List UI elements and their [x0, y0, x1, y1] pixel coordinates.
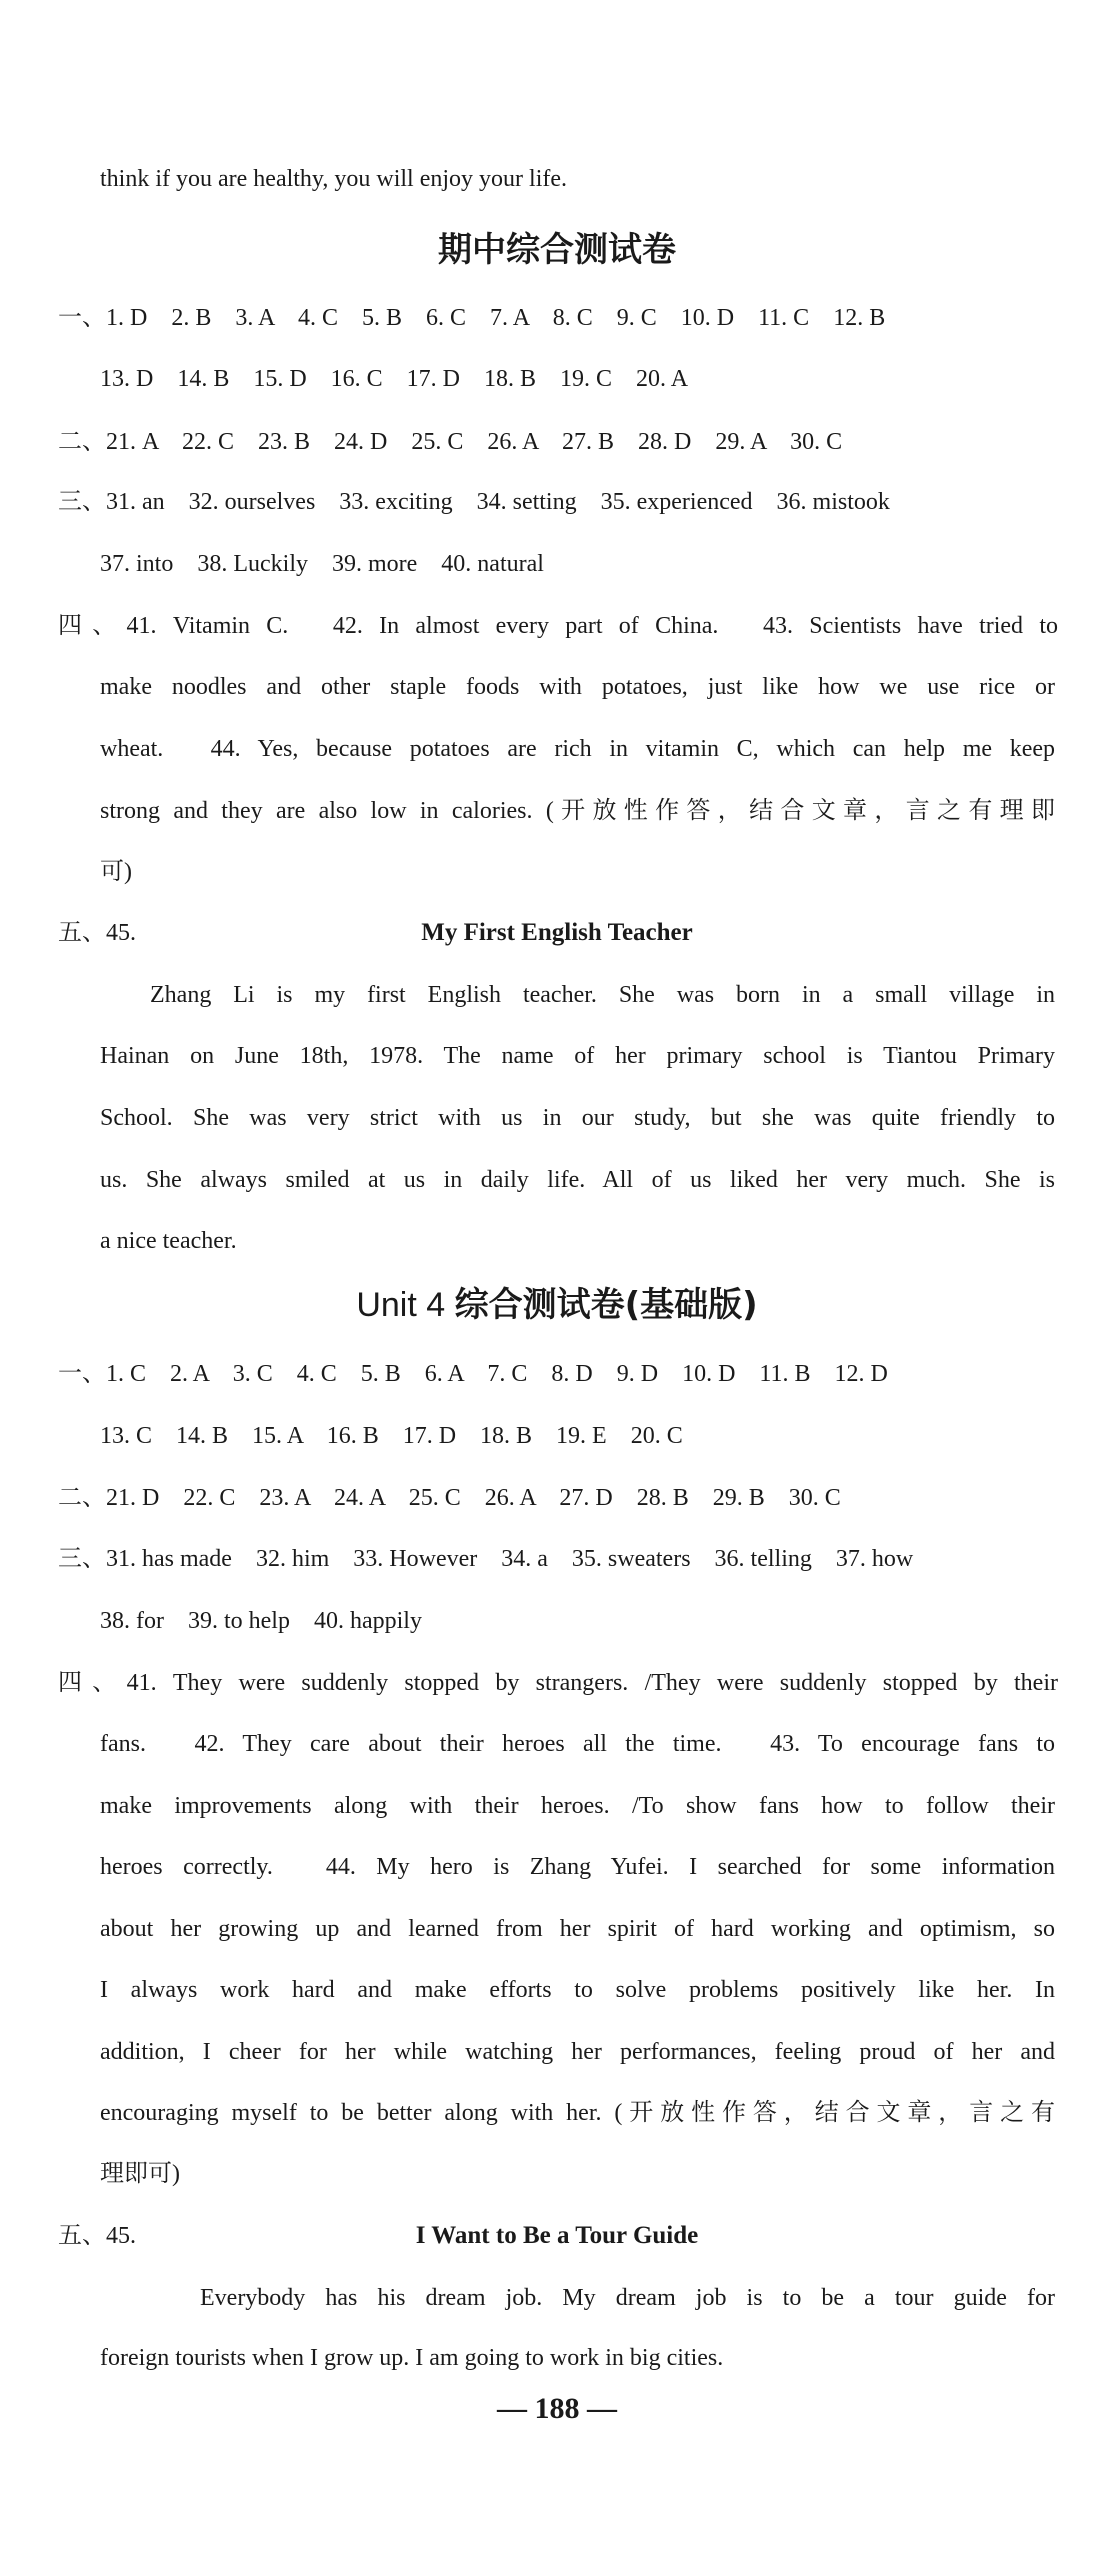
unit-essay-title: I Want to Be a Tour Guide — [415, 2222, 699, 2249]
mid-s4-line2: make noodles and other staple foods with potatoes, just like how we use rice or — [100, 674, 1055, 700]
unit4-title-en: Unit 4 — [356, 1286, 455, 1324]
unit-s1-line2: 13. C 14. B 15. A 16. B 17. D 18. B 19. E 20. C — [100, 1423, 683, 1449]
unit-s4-line2: fans. 42. They care about their heroes all the time. 43. To encourage fans to — [100, 1731, 1055, 1757]
midterm-title: 期中综合测试卷 — [438, 230, 676, 270]
unit-s4-line9: 理即可) — [100, 2161, 180, 2187]
mid-essay-line5: a nice teacher. — [100, 1228, 237, 1254]
unit-s4-line4: heroes correctly. 44. My hero is Zhang Yufei. I searched for some information — [100, 1854, 1055, 1880]
unit-s4-line3: make improvements along with their heroes. /To show fans how to follow their — [100, 1793, 1055, 1819]
unit-essay-line1: Everybody has his dream job. My dream job is to be a tour guide for — [200, 2285, 1055, 2311]
mid-s3-line1: 三、31. an 32. ourselves 33. exciting 34. setting 35. experienced 36. mistook — [58, 489, 890, 515]
mid-essay-title: My First English Teacher — [421, 919, 693, 946]
unit-s4-line1: 四、41. They were suddenly stopped by strangers. /They were suddenly stopped by their — [58, 1670, 1058, 1696]
mid-essay-line4: us. She always smiled at us in daily life. All of us liked her very much. She is — [100, 1167, 1055, 1193]
mid-essay-line1: Zhang Li is my first English teacher. She was born in a small village in — [150, 982, 1055, 1008]
page-number: — 188 — — [497, 2392, 617, 2425]
unit-essay-line2: foreign tourists when I grow up. I am going to work in big cities. — [100, 2345, 724, 2371]
mid-s5-label: 五、45. — [58, 920, 136, 946]
mid-s4-line3: wheat. 44. Yes, because potatoes are rich in vitamin C, which can help me keep — [100, 736, 1055, 762]
unit-s4-line5: about her growing up and learned from her spirit of hard working and optimism, so — [100, 1916, 1055, 1942]
unit4-title — [0, 1283, 1114, 1327]
mid-s4-line4: strong and they are also low in calories. (开放性作答，结合文章，言之有理即 — [100, 798, 1055, 824]
mid-s4-line5: 可) — [100, 859, 132, 885]
unit4-title-cn: 综合测试卷(基础版) — [454, 1285, 758, 1325]
unit-s4-line8: encouraging myself to be better along with her. (开放性作答，结合文章，言之有 — [100, 2100, 1055, 2126]
unit-s2-line: 二、21. D 22. C 23. A 24. A 25. C 26. A 27. D 28. B 29. B 30. C — [58, 1485, 841, 1511]
mid-s4-line1: 四、41. Vitamin C. 42. In almost every part of China. 43. Scientists have tried to — [58, 613, 1058, 639]
mid-s1-line1: 一、1. D 2. B 3. A 4. C 5. B 6. C 7. A 8. C 9. C 10. D 11. C 12. B — [58, 305, 886, 331]
unit-s5-label: 五、45. — [58, 2223, 136, 2249]
unit-s4-line7: addition, I cheer for her while watching her performances, feeling proud of her and — [100, 2039, 1055, 2065]
mid-essay-line2: Hainan on June 18th, 1978. The name of her primary school is Tiantou Primary — [100, 1043, 1055, 1069]
mid-s2-line: 二、21. A 22. C 23. B 24. D 25. C 26. A 27. B 28. D 29. A 30. C — [58, 429, 843, 455]
mid-essay-line3: School. She was very strict with us in our study, but she was quite friendly to — [100, 1105, 1055, 1131]
unit-s3-line1: 三、31. has made 32. him 33. However 34. a 35. sweaters 36. telling 37. how — [58, 1546, 914, 1572]
mid-s3-line2: 37. into 38. Luckily 39. more 40. natural — [100, 551, 544, 577]
mid-s1-line2: 13. D 14. B 15. D 16. C 17. D 18. B 19. C 20. A — [100, 366, 689, 392]
unit-s4-line6: I always work hard and make efforts to solve problems positively like her. In — [100, 1977, 1055, 2003]
top-line: think if you are healthy, you will enjoy your life. — [100, 166, 568, 192]
unit-s1-line1: 一、1. C 2. A 3. C 4. C 5. B 6. A 7. C 8. D 9. D 10. D 11. B 12. D — [58, 1361, 888, 1387]
unit-s3-line2: 38. for 39. to help 40. happily — [100, 1608, 422, 1634]
